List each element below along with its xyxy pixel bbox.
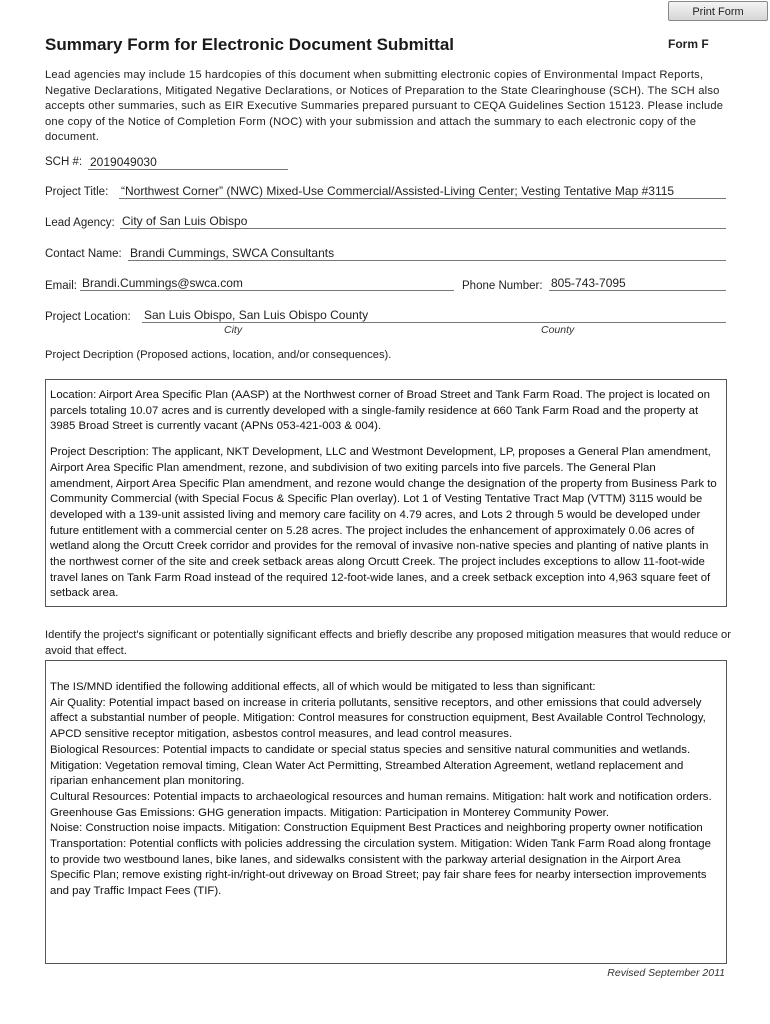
- revised-date: Revised September 2011: [607, 967, 725, 979]
- project-description-paragraph: Project Description: The applicant, NKT Development, LLC and Westmont Development, LP, proposes a General Plan amendment, Airport Area Specific Plan amendment, rezone, and subdivision of two exiting parcels into five parcels. The General Plan amendment, Airport Area Specific Plan amendment, and rezone would change the designation of the property from Business Park to Community Commercial (with Special Focus & Specific Plan overlay). Lot 1 of Vesting Tentative Tract Map (VTTM) 3115 would be developed with a 139-unit assisted living and memory care facility on 4.79 acres, and Lots 2 through 5 would be developed under future entitlement with a commercial center on 5.28 acres. The project includes the enhancement of approximately 0.06 acres of wetland along the Orcutt Creek corridor and provides for the removal of invasive non-native species and planting of native plants in the northwest corner of the site and creek setback areas along Orcutt Creek. The project includes exceptions to allow 11-foot-wide travel lanes on Tank Farm Road instead of the required 12-foot-wide lanes, and a creek setback exception into 4,963 square feet of setback area.: [50, 446, 717, 600]
- project-title-label: Project Title:: [45, 186, 109, 198]
- location-paragraph: Location: Airport Area Specific Plan (AASP) at the Northwest corner of Broad Street and Tank Farm Road. The project is located on parcels totaling 10.07 acres and is currently developed with a single-family residence at 660 Tank Farm Road and the property at 3985 Broad Street is currently vacant (APNs 053-421-003 & 004).: [50, 389, 710, 433]
- project-location-field[interactable]: San Luis Obispo, San Luis Obispo County: [142, 308, 726, 323]
- effects-noise: Noise: Construction noise impacts. Mitigation: Construction Equipment Best Practices and neighboring property owner notification: [50, 822, 703, 835]
- effects-air-quality: Air Quality: Potential impact based on increase in criteria pollutants, sensitive receptors, and other emissions that could adversely affect a substantial number of people. Mitigation: Control measures for construction equipment, Best Available Control Technology, APCD sensitive receptor mitigation, asbestos control measures, and lead control measures.: [50, 696, 706, 741]
- project-location-label: Project Location:: [45, 311, 131, 323]
- email-label: Email:: [45, 280, 77, 292]
- page-title: Summary Form for Electronic Document Submittal: [45, 35, 455, 54]
- lead-agency-label: Lead Agency:: [45, 217, 115, 229]
- effects-box[interactable]: [45, 660, 727, 964]
- project-description-label: Project Decription (Proposed actions, location, and/or consequences).: [45, 349, 392, 361]
- effects-label: Identify the project's significant or potentially significant effects and briefly describe any proposed mitigation measures that would reduce or avoid that effect.: [45, 629, 731, 657]
- form-id: Form F: [668, 37, 709, 51]
- effects-transportation: Transportation: Potential conflicts with policies addressing the circulation system. Mitigation: Widen Tank Farm Road along frontage to provide two westbound lanes, bike lanes, and sidewalks consistent with the parkway arterial designation in the Airport Area Specific Plan; remove existing right-in/right-out driveway on Broad Street; pay fair share fees for nearby intersection improvements and pay Traffic Impact Fees (TIF).: [50, 838, 711, 898]
- intro-paragraph: Lead agencies may include 15 hardcopies of this document when submitting electronic copies of Environmental Impact Reports, Negative Declarations, Mitigated Negative Declarations, or Notices of Preparation to the State Clearinghouse (SCH). The SCH also accepts other summaries, such as EIR Executive Summaries prepared pursuant to CEQA Guidelines Section 15123. Please include one copy of the Notice of Completion Form (NOC) with your submission and attach the summary to each electronic copy of the document.: [45, 69, 724, 144]
- contact-name-field[interactable]: Brandi Cummings, SWCA Consultants: [128, 246, 726, 261]
- effects-intro-line: The IS/MND identified the following additional effects, all of which would be mitigated to less than significant:: [50, 681, 596, 693]
- project-description-box[interactable]: [45, 379, 727, 607]
- project-title-field[interactable]: “Northwest Corner” (NWC) Mixed-Use Commercial/Assisted-Living Center; Vesting Tentative Map #3115: [119, 184, 726, 199]
- phone-number-field[interactable]: 805-743-7095: [549, 276, 726, 291]
- effects-greenhouse-gas: Greenhouse Gas Emissions: GHG generation impacts. Mitigation: Participation in Monterey Community Power.: [50, 806, 610, 819]
- email-field[interactable]: Brandi.Cummings@swca.com: [80, 276, 454, 291]
- phone-number-label: Phone Number:: [462, 280, 543, 292]
- city-caption: City: [224, 324, 243, 336]
- effects-cultural-resources: Cultural Resources: Potential impacts to archaeological resources and human remains. Mitigation: halt work and notification orders.: [50, 790, 712, 803]
- effects-biological-resources: Biological Resources: Potential impacts to candidate or special status species and sensitive natural communities and wetlands. Mitigation: Vegetation removal timing, Clean Water Act Permitting, Streambed Alteration Agreement, wetland replacement and riparian enhancement plan monitoring.: [50, 743, 691, 788]
- lead-agency-field[interactable]: City of San Luis Obispo: [120, 214, 726, 229]
- sch-number-field[interactable]: 2019049030: [88, 155, 288, 170]
- print-form-button[interactable]: Print Form: [668, 1, 768, 21]
- contact-name-label: Contact Name:: [45, 248, 122, 260]
- county-caption: County: [541, 324, 575, 336]
- sch-label: SCH #:: [45, 156, 83, 168]
